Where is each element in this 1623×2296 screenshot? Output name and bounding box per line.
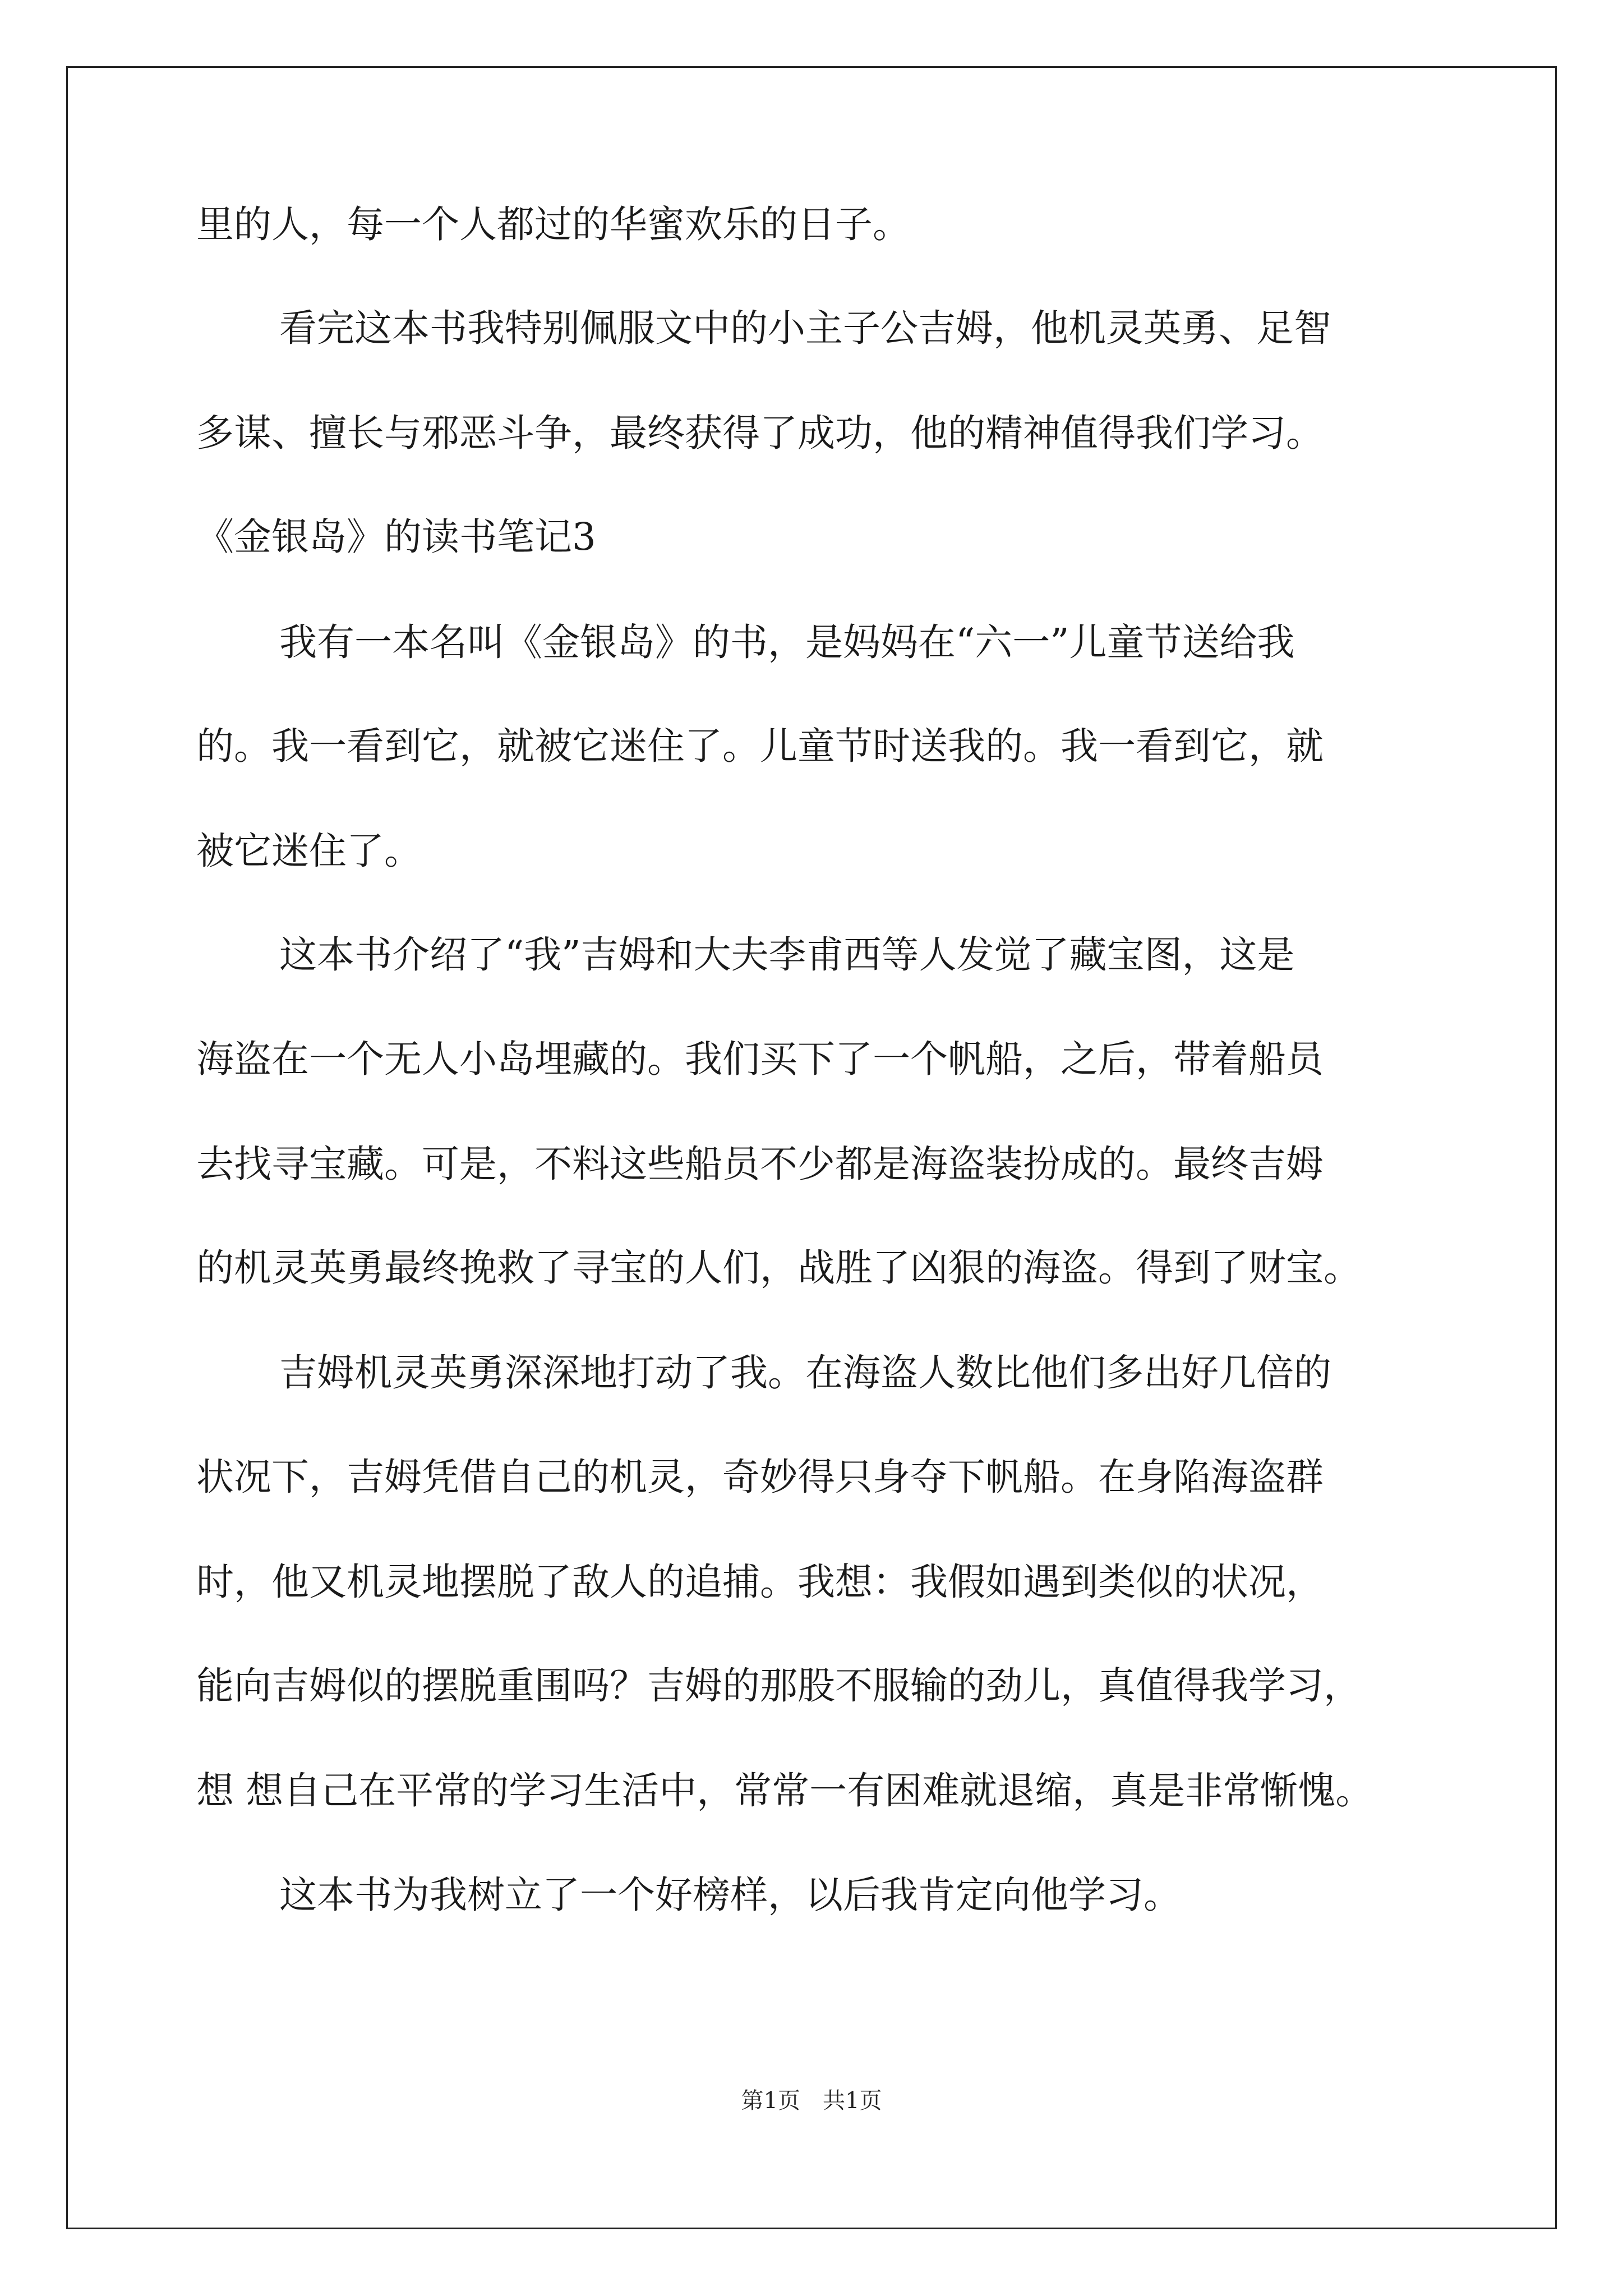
paragraph-start-line: 吉姆机灵英勇深深地打动了我。在海盗人数比他们多出好几倍的 <box>279 1351 1331 1395</box>
text-line: 海盗在一个无人小岛埋藏的。我们买下了一个帆船，之后，带着船员 <box>196 1037 1324 1081</box>
text-line: 想 想自己在平常的学习生活中，常常一有困难就退缩，真是非常惭愧。 <box>196 1769 1373 1812</box>
paragraph-start-line: 看完这本书我特别佩服文中的小主子公吉姆，他机灵英勇、足智 <box>279 306 1331 350</box>
paragraph-start-line: 这本书介绍了“我”吉姆和大夫李甫西等人发觉了藏宝图，这是 <box>279 933 1295 977</box>
text-line: 时，他又机灵地摆脱了敌人的追捕。我想：我假如遇到类似的状况， <box>196 1560 1324 1604</box>
text-line: 状况下，吉姆凭借自己的机灵，奇妙得只身夺下帆船。在身陷海盗群 <box>196 1455 1324 1499</box>
text-line: 去找寻宝藏。可是，不料这些船员不少都是海盗装扮成的。最终吉姆 <box>196 1142 1324 1186</box>
paragraph-start-line: 我有一本名叫《金银岛》的书，是妈妈在“六一”儿童节送给我 <box>279 620 1295 664</box>
text-line: 能向吉姆似的摆脱重围吗？吉姆的那股不服输的劲儿，真值得我学习， <box>196 1664 1361 1708</box>
page-number-footer: 第1页 共1页 <box>741 2088 882 2114</box>
text-line: 多谋、擅长与邪恶斗争，最终获得了成功，他的精神值得我们学习。 <box>196 411 1324 455</box>
text-line: 被它迷住了。 <box>196 829 422 873</box>
text-line: 的机灵英勇最终挽救了寻宝的人们，战胜了凶狠的海盗。得到了财宝。 <box>196 1246 1361 1290</box>
text-line: 的。我一看到它，就被它迷住了。儿童节时送我的。我一看到它，就 <box>196 724 1324 768</box>
section-heading: 《金银岛》的读书笔记3 <box>196 515 596 559</box>
paragraph-start-line: 这本书为我树立了一个好榜样，以后我肯定向他学习。 <box>279 1873 1181 1917</box>
text-line: 里的人，每一个人都过的华蜜欢乐的日子。 <box>196 203 910 246</box>
